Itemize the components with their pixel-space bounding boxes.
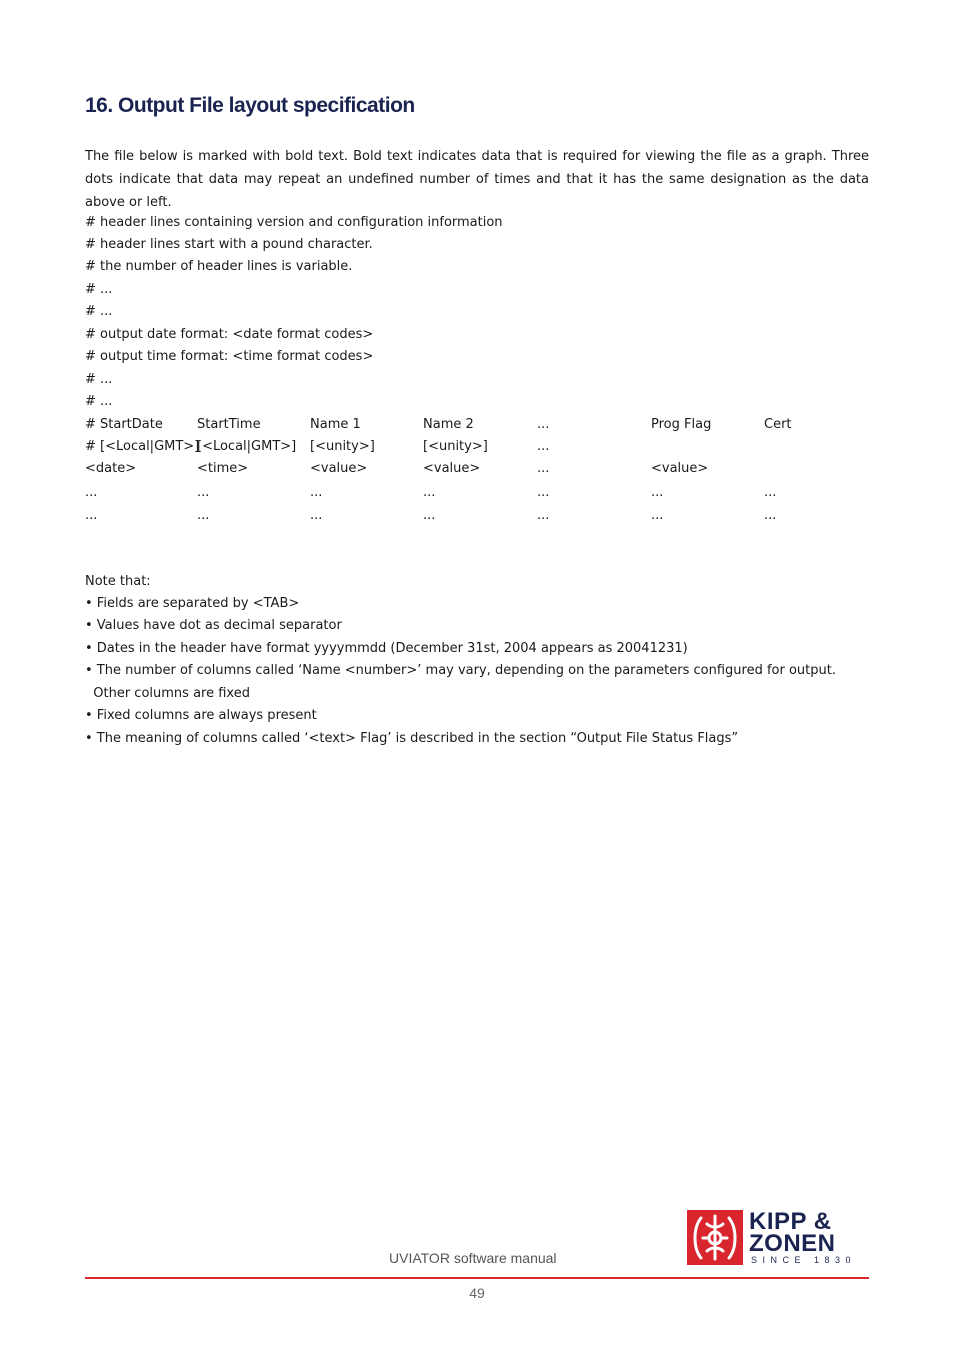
- table-cell: ...: [310, 508, 323, 523]
- table-cell: <value>: [651, 461, 709, 476]
- header-line: # ...: [85, 394, 113, 409]
- table-header-cell: Name 2: [423, 417, 474, 432]
- table-cell: <value>: [310, 461, 368, 476]
- table-cell: ...: [537, 485, 550, 500]
- intro-paragraph: The file below is marked with bold text. Bold text indicates data that is required for viewing the file as a graph. Three dots indicate that data may repeat an undefined number of times and that it has the same designation as the data above or left.: [85, 149, 869, 210]
- table-cell: ...: [764, 508, 777, 523]
- table-cell: # [<Local|GMT>]: [85, 439, 200, 454]
- logo-emblem-icon: [687, 1210, 743, 1265]
- logo-word-zonen: ZONEN: [749, 1230, 836, 1257]
- header-line: # output time format: <time format codes>: [85, 349, 374, 364]
- kipp-zonen-logo: [687, 1208, 870, 1266]
- table-cell: ...: [85, 508, 98, 523]
- table-cell: [<Local|GMT>]: [197, 439, 297, 454]
- note-item: • Fields are separated by <TAB>: [85, 596, 300, 611]
- table-cell: ...: [197, 508, 210, 523]
- table-cell: ...: [651, 508, 664, 523]
- note-item: • Values have dot as decimal separator: [85, 618, 342, 633]
- table-header-cell: StartTime: [197, 417, 261, 432]
- header-line: # the number of header lines is variable.: [85, 259, 353, 274]
- table-header-cell: # StartDate: [85, 417, 163, 432]
- note-item: • Fixed columns are always present: [85, 708, 317, 723]
- note-item: • The meaning of columns called ‘<text> Flag’ is described in the section “Output File Status Flags”: [85, 731, 739, 746]
- section-heading: 16. Output File layout specification: [85, 94, 415, 117]
- header-line: # header lines start with a pound character.: [85, 237, 373, 252]
- table-cell: ...: [537, 508, 550, 523]
- table-header-cell: Prog Flag: [651, 417, 712, 432]
- note-item: • Dates in the header have format yyyymmdd (December 31st, 2004 appears as 20041231): [85, 641, 688, 656]
- table-cell: ...: [197, 485, 210, 500]
- logo-word-kipp: KIPP &: [749, 1208, 832, 1235]
- header-line: # output date format: <date format codes>: [85, 327, 374, 342]
- footer-rule: [85, 1277, 869, 1279]
- table-cell: ...: [537, 439, 550, 454]
- table-cell: <date>: [85, 461, 137, 476]
- table-header-cell: ...: [537, 417, 550, 432]
- note-item: • The number of columns called ‘Name <number>’ may vary, depending on the parameters configured for output.: [85, 663, 836, 678]
- table-cell: [<unity>]: [423, 439, 488, 454]
- table-cell: ...: [423, 508, 436, 523]
- header-line: # header lines containing version and configuration information: [85, 215, 503, 230]
- table-cell: <time>: [197, 461, 249, 476]
- notes-heading: Note that:: [85, 574, 151, 589]
- table-cell: ...: [310, 485, 323, 500]
- table-cell: ...: [537, 461, 550, 476]
- table-header-cell: Name 1: [310, 417, 361, 432]
- table-cell: ...: [651, 485, 664, 500]
- table-cell: ...: [85, 485, 98, 500]
- logo-since: SINCE 1830: [751, 1255, 857, 1265]
- table-cell: [<unity>]: [310, 439, 375, 454]
- table-cell: ...: [764, 485, 777, 500]
- table-cell: ...: [423, 485, 436, 500]
- table-cell: <value>: [423, 461, 481, 476]
- note-item-continuation: Other columns are fixed: [85, 686, 250, 701]
- header-line: # ...: [85, 372, 113, 387]
- header-line: # ...: [85, 282, 113, 297]
- footer-manual-title: UVIATOR software manual: [389, 1250, 557, 1266]
- table-header-cell: Cert: [764, 417, 792, 432]
- header-line: # ...: [85, 304, 113, 319]
- page-number: 49: [469, 1285, 485, 1301]
